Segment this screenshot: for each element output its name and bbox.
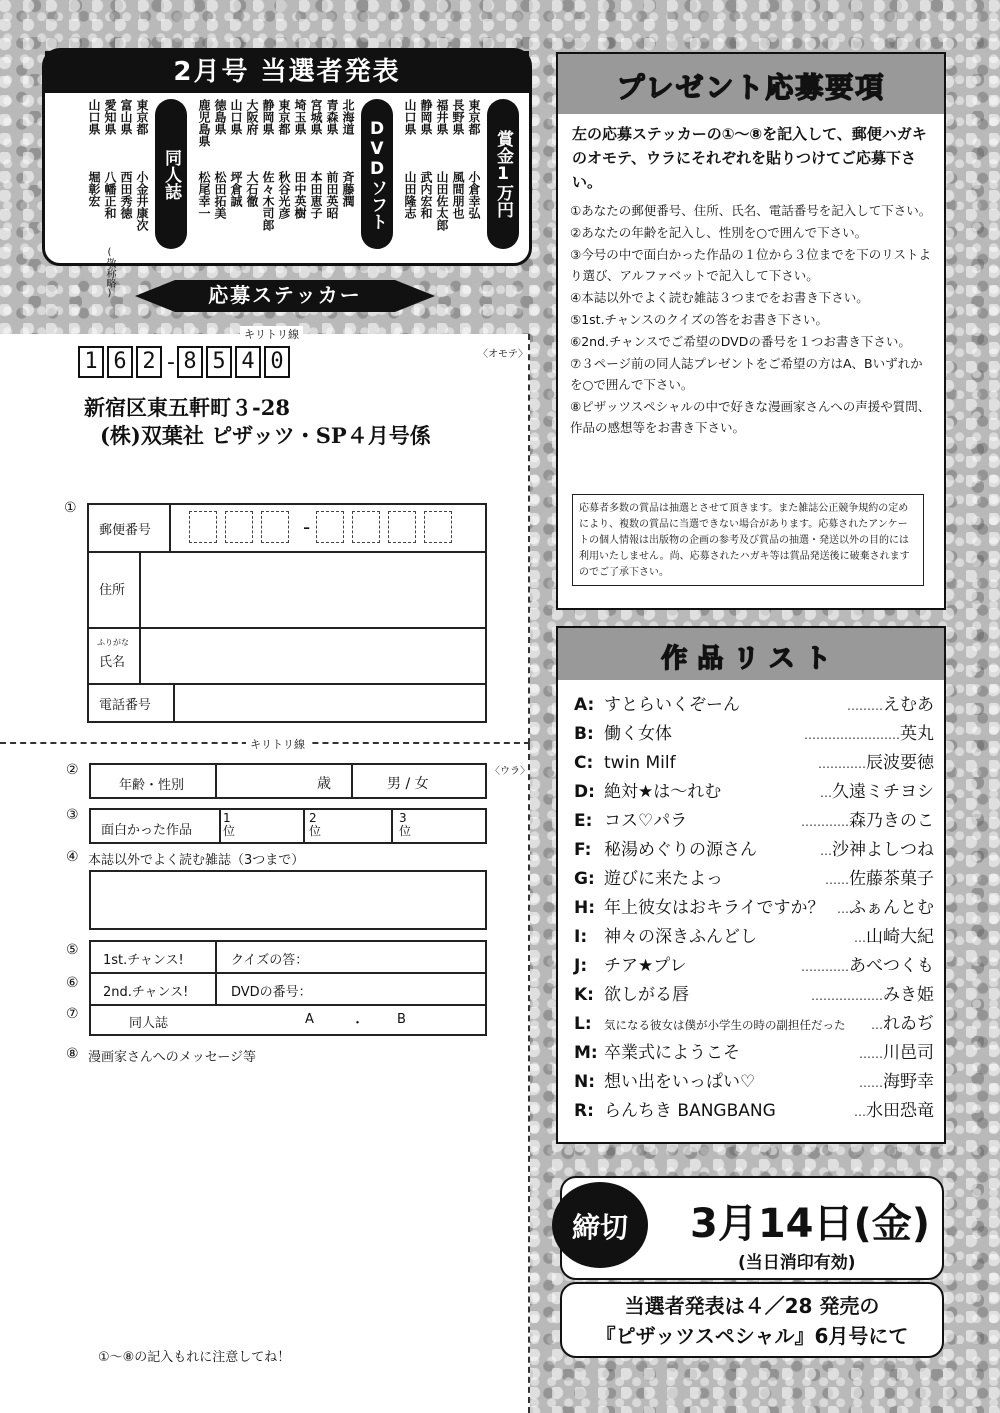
postal-digit-box[interactable] [352,511,380,543]
winner-entry [261,99,275,263]
work-key: M: [574,1043,598,1063]
work-author: 川邑司 [883,1043,934,1063]
winners-list [45,93,529,263]
deadline-sub: (当日消印有効) [738,1253,856,1273]
winner-name: 坪倉誠 [229,171,243,207]
winner-pref: 静岡県 [261,99,275,135]
work-key: H: [574,898,596,918]
winner-pref: 青森県 [325,99,339,135]
age-gender-row [89,763,487,799]
postal-digit-box[interactable] [388,511,416,543]
work-title: チア★プレ [604,956,687,976]
winner-name: 堀彰宏 [87,171,101,207]
num-4: ④ [66,849,79,865]
present-step: ⑧ピザッツスペシャルの中で好きな漫画家さんへの声援や質問、作品の感想等をお書き下さい。 [570,399,931,435]
work-item [574,748,934,777]
work-key: F: [574,840,592,860]
work-title: twin Milf [604,753,676,773]
address-input[interactable] [141,551,485,627]
chance1-label: 1st.チャンス! [103,953,184,968]
rank1-input[interactable] [241,810,301,842]
zip-digit: 5 [206,346,232,378]
work-title: らんちき BANGBANG [604,1101,776,1121]
winner-entry [119,99,133,263]
postal-digit-box[interactable] [189,511,217,543]
work-title: 卒業式にようこそ [604,1043,740,1063]
announce-line-2: 『ピザッツスペシャル』6月号にて [595,1324,909,1348]
work-title: 秘湯めぐりの源さん [604,840,757,860]
winner-pref: 埼玉県 [293,99,307,135]
phone-label: 電話番号 [99,698,152,713]
work-dots: … [820,844,832,858]
winner-name: 松田拓美 [213,171,227,219]
work-item [574,1096,934,1125]
works-list [574,690,934,1125]
work-author: えむあ [883,695,934,715]
postal-label: 郵便番号 [99,523,152,538]
postal-digit-box[interactable] [316,511,344,543]
work-author: 森乃きのこ [849,811,934,831]
work-title: すとらいくぞーん [604,695,740,715]
work-title: 気になる彼女は僕が小学生の時の副担任だった [604,1018,846,1032]
num-1: ① [64,500,77,516]
work-key: L: [574,1014,592,1034]
work-author: 英丸 [900,724,934,744]
present-steps [570,200,934,439]
work-item [574,893,934,922]
work-title: 欲しがる唇 [604,985,689,1005]
num-7: ⑦ [66,1006,79,1022]
winner-pref: 山口県 [87,99,101,135]
winner-name: 風間朋也 [451,171,465,219]
zip-digit: 1 [78,346,104,378]
age-label: 年齢・性別 [119,778,185,793]
winner-name: 小金井康次 [135,171,149,231]
phone-input[interactable] [175,683,485,721]
winner-group-label: 賞金1万円 [487,99,519,249]
winner-name: 本田恵子 [309,171,323,219]
winner-entry [325,99,339,263]
work-dots: ………… [801,960,849,974]
work-dots: ……………… [811,989,883,1003]
winner-entry [135,99,149,263]
rank2-label: 2位 [309,811,322,838]
work-item [574,1067,934,1096]
work-item [574,777,934,806]
winner-pref: 山口県 [403,99,417,135]
sticker-banner: 応募ステッカー [208,283,362,307]
name-input[interactable] [141,627,485,683]
winners-title: 2月号 当選者発表 [45,51,529,93]
num-5: ⑤ [66,942,79,958]
winner-entry [419,99,433,263]
work-dots: … [820,786,832,800]
winner-name: 田中英樹 [293,171,307,219]
chance2-label: 2nd.チャンス! [103,985,189,1000]
option-a[interactable]: A [305,1012,314,1027]
work-key: K: [574,985,594,1005]
winner-name: 大石徹 [245,171,259,207]
work-author: ふぁんとむ [849,898,934,918]
winner-name: 武内宏和 [419,171,433,219]
chance-form [89,940,487,1036]
winner-pref: 東京都 [467,99,481,135]
winner-pref: 長野県 [451,99,465,135]
age-unit: 歳 [317,776,331,792]
work-key: E: [574,811,593,831]
winner-pref: 大阪府 [245,99,259,135]
sticker-banner-arrow [135,278,435,314]
dvd-input[interactable] [331,974,485,1004]
work-title: 年上彼女はおキライですか？ [604,898,825,918]
winner-entry [309,99,323,263]
winner-pref: 鹿児島県 [197,99,211,147]
present-step: ①あなたの郵便番号、住所、氏名、電話番号を記入して下さい。 [570,203,932,218]
work-title: コス♡パラ [604,811,688,831]
omote-label: 〈オモテ〉 [478,349,528,360]
gender-select[interactable]: 男 / 女 [387,776,429,792]
furigana-label: ふりがな [97,638,129,647]
work-dots: …………………… [804,728,900,742]
winner-name: 小倉幸弘 [467,171,481,219]
work-item [574,1009,934,1038]
work-key: G: [574,869,595,889]
fav-label: 面白かった作品 [101,823,193,838]
deadline-date: 3月14日(金) [690,1201,931,1247]
postal-digit-box[interactable] [261,511,289,543]
winner-pref: 福井県 [435,99,449,135]
winner-group [401,99,519,263]
present-intro: 左の応募ステッカーの①〜⑧を記入して、郵便ハガキのオモテ、ウラにそれぞれを貼りつけてご応募下さい。 [572,125,927,191]
work-item [574,922,934,951]
work-dots: ………… [818,757,866,771]
winner-group-label: 同人誌 [155,99,187,249]
announce-line-1: 当選者発表は４／28 発売の [624,1294,880,1318]
winner-name: 西田秀徳 [119,171,133,219]
works-box [556,626,946,1144]
winner-pref: 山口県 [229,99,243,135]
work-key: N: [574,1072,596,1092]
winner-pref: 宮城県 [309,99,323,135]
name-row [89,627,485,685]
present-rules-box [556,52,946,610]
work-author: みき姫 [883,985,934,1005]
address-line-2: (株)双葉社 ピザッツ・SP４月号係 [100,423,431,448]
present-title: プレゼント応募要項 [616,71,886,104]
message-label: 漫画家さんへのメッセージ等 [88,1050,256,1065]
work-author: れゐぢ [883,1014,934,1034]
quiz-label: クイズの答： [231,953,309,968]
work-item [574,951,934,980]
present-step: ⑤1st.チャンスのクイズの答をお書き下さい。 [570,312,829,327]
num-3: ③ [66,807,79,823]
winner-name: 前田英昭 [325,171,339,219]
postal-digit-box[interactable] [424,511,452,543]
address-line-1: 新宿区東五軒町３-28 [84,395,290,420]
winner-group [85,99,187,263]
favorites-row [89,808,487,844]
winner-pref: 東京都 [277,99,291,135]
work-item [574,1038,934,1067]
postal-digit-box[interactable] [225,511,253,543]
zip-digit: 8 [177,346,203,378]
present-step: ⑥2nd.チャンスでご希望のDVDの番号を１つお書き下さい。 [570,334,911,349]
work-key: J: [574,956,588,976]
rank1-label: 1位 [223,811,236,838]
present-step: ④本誌以外でよく読む雑誌３つまでをお書き下さい。 [570,290,869,305]
work-author: 山崎大紀 [866,927,934,947]
work-author: 沙神よしつね [832,840,934,860]
winner-group-label: DVDソフト [361,99,393,249]
work-author: 海野幸 [883,1072,934,1092]
work-title: 想い出をいっぱい♡ [604,1072,756,1092]
present-step: ⑦３ページ前の同人誌プレゼントをご希望の方はA、Bいずれかを○で囲んで下さい。 [570,356,923,392]
work-item [574,835,934,864]
deadline-label: 締切 [571,1211,628,1244]
notice-text: 応募者多数の賞品は抽選とさせて頂きます。また雑誌公正競争規約の定めにより、複数の賞品に当選できない場合があります。応募されたアンケートの個人情報は出版物の企画の参考及び賞品の抽選・発送以外の目的には利用いたしません。尚、応募されたハガキ等は賞品発送後に破棄されますのでご了承下さい。 [579,503,910,578]
winner-pref: 北海道 [341,99,355,135]
winner-entry [403,99,417,263]
winner-name: 八幡正和 [103,171,117,219]
message-input[interactable] [89,1068,487,1338]
winner-entry [341,99,355,263]
zip-digit: 0 [264,346,290,378]
winner-pref: 東京都 [135,99,149,135]
present-step: ③今号の中で面白かった作品の１位から３位までを下のリストより選び、アルファベットで記入して下さい。 [570,247,931,283]
rank3-input[interactable] [417,810,483,842]
work-item [574,806,934,835]
postal-row [89,505,485,553]
work-key: A: [574,695,595,715]
postal-code-input[interactable] [189,511,460,543]
work-author: 久遠ミチヨシ [832,782,934,802]
winner-entry [277,99,291,263]
work-author: 水田恐竜 [866,1101,934,1121]
dvd-label: DVDの番号： [231,985,312,1000]
winner-name: 松尾幸一 [197,171,211,219]
address-label: 住所 [99,583,126,598]
magazine-label: 本誌以外でよく読む雑誌（3つまで） [88,853,305,868]
winner-entry [87,99,101,263]
option-dot: ・ [351,1016,365,1031]
winner-pref: 愛知県 [103,99,117,135]
work-author: あべつくも [849,956,934,976]
zip-digit: 4 [235,346,261,378]
winner-entry [293,99,307,263]
zip-dash: - [167,349,175,375]
work-dots: … [854,931,866,945]
winner-name: 佐々木司郎 [261,171,275,231]
work-dots: …… [859,1047,883,1061]
work-key: I: [574,927,588,947]
zip-code-boxes [78,346,293,378]
work-title: 神々の深きふんどし [604,927,757,947]
postal-dash: - [303,515,311,539]
ura-label: 〈ウラ〉 [490,766,530,777]
work-dots: …… [825,873,849,887]
winner-entry [103,99,117,263]
work-dots: ………… [801,815,849,829]
winner-group [195,99,393,263]
winner-entry [197,99,211,263]
winner-entry [451,99,465,263]
address-row [89,551,485,629]
winner-entry [229,99,243,263]
winners-note: (敬称略) [104,247,115,299]
option-b[interactable]: B [397,1012,406,1027]
winner-pref: 静岡県 [419,99,433,135]
zip-digit: 6 [107,346,133,378]
name-label: 氏名 [99,655,126,670]
num-8: ⑧ [66,1046,79,1062]
num-2: ② [66,762,79,778]
work-dots: … [871,1018,883,1032]
winner-pref: 富山県 [119,99,133,135]
work-title: 遊びに来たよっ [604,869,723,889]
phone-row [89,683,485,721]
work-dots: … [854,1105,866,1119]
doujin-label: 同人誌 [129,1016,169,1031]
work-key: C: [574,753,594,773]
work-key: B: [574,724,594,744]
magazine-input[interactable] [89,870,487,930]
work-dots: …… [859,1076,883,1090]
work-author: 佐藤茶菓子 [849,869,934,889]
work-author: 辰波要徳 [866,753,934,773]
work-title: 絶対★は〜れむ [604,782,722,802]
winner-name: 山田佐太郎 [435,171,449,231]
winner-pref: 徳島県 [213,99,227,135]
winner-entry [435,99,449,263]
zip-digit: 2 [136,346,162,378]
present-notice [572,494,924,586]
winner-entry [467,99,481,263]
rank2-input[interactable] [327,810,387,842]
contact-form [87,503,487,723]
work-dots: ……… [847,699,883,713]
work-item [574,980,934,1009]
work-item [574,690,934,719]
work-key: R: [574,1101,594,1121]
quiz-input[interactable] [311,942,485,972]
winner-entry [245,99,259,263]
work-item [574,864,934,893]
winner-name: 斉藤潤 [341,171,355,207]
winner-entry [213,99,227,263]
rank3-label: 3位 [399,811,412,838]
work-dots: … [837,902,849,916]
present-step: ②あなたの年齢を記入し、性別を○で囲んで下さい。 [570,225,868,240]
winner-name: 秋谷光彦 [277,171,291,219]
work-key: D: [574,782,595,802]
cut-line-label-2: キリトリ線 [246,736,309,752]
work-item [574,719,934,748]
footer-note: ①〜⑧の記入もれに注意してね！ [98,1350,291,1365]
cut-line-label-1: キリトリ線 [240,326,303,342]
num-6: ⑥ [66,975,79,991]
work-title: 働く女体 [604,724,672,744]
works-title: 作品リスト [661,644,841,674]
winner-name: 山田隆志 [403,171,417,219]
